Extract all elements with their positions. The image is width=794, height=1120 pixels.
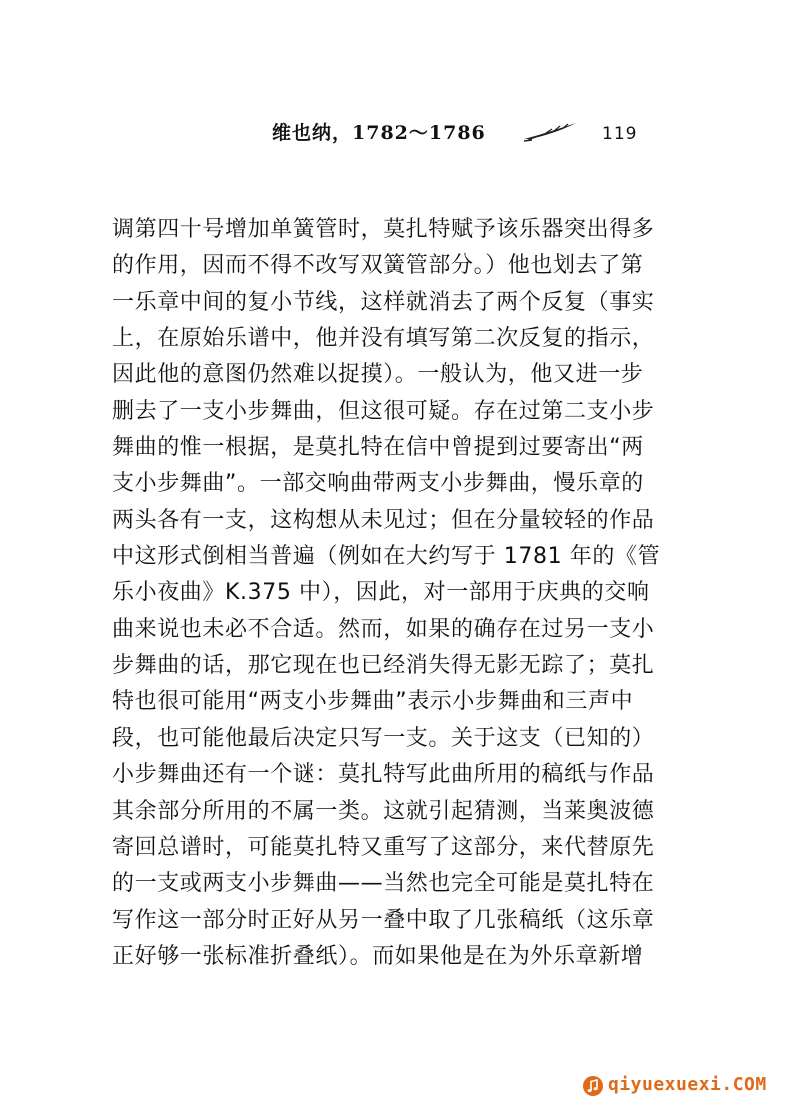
text-line: 曲来说也未必不合适。然而，如果的确存在过另一支小	[112, 616, 655, 642]
text-line: 两头各有一支，这构想从未见过；但在分量较轻的作品	[112, 507, 655, 533]
music-note-icon	[582, 1075, 604, 1097]
text-line: 调第四十号增加单簧管时，莫扎特赋予该乐器突出得多	[112, 217, 655, 242]
text-line: 乐小夜曲》K.375 中），因此，对一部用于庆典的交响	[112, 580, 650, 606]
running-header	[272, 118, 652, 154]
text-line: 其余部分所用的不属一类。这就引起猜测，当莱奥波德	[112, 798, 655, 824]
text-line: 步舞曲的话，那它现在也已经消失得无影无踪了；莫扎	[112, 653, 655, 679]
text-line: 写作这一部分时正好从另一叠中取了几张稿纸（这乐章	[112, 907, 655, 933]
text-line: 因此他的意图仍然难以捉摸）。一般认为，他又进一步	[112, 362, 644, 388]
text-line: 正好够一张标准折叠纸）。而如果他是在为外乐章新增	[112, 943, 644, 969]
text-line: 的作用，因而不得不改写双簧管部分。）他也划去了第	[112, 253, 644, 279]
watermark-text: qiyuexuexi.COM	[608, 1074, 767, 1095]
text-line: 舞曲的惟一根据，是莫扎特在信中曾提到过要寄出“两	[112, 435, 644, 461]
quill-pen-icon	[522, 120, 578, 144]
text-line: 特也很可能用“两支小步舞曲”表示小步舞曲和三声中	[112, 689, 634, 715]
text-line: 删去了一支小步舞曲，但这很可疑。存在过第二支小步	[112, 398, 655, 424]
page-number: 119	[602, 124, 638, 144]
text-line: 上，在原始乐谱中，他并没有填写第二次反复的指示，	[112, 326, 655, 352]
body-text	[112, 212, 672, 975]
site-watermark	[582, 1072, 782, 1102]
chapter-title: 维也纳，1782～1786	[272, 122, 486, 144]
text-line: 的一支或两支小步舞曲——当然也完全可能是莫扎特在	[112, 871, 655, 897]
text-line: 中这形式倒相当普遍（例如在大约写于 1781 年的《管	[112, 544, 661, 570]
text-line: 支小步舞曲”。一部交响曲带两支小步舞曲，慢乐章的	[112, 471, 644, 497]
text-line: 段，也可能他最后决定只写一支。关于这支（已知的）	[112, 725, 655, 751]
text-line: 寄回总谱时，可能莫扎特又重写了这部分，来代替原先	[112, 834, 655, 860]
text-line: 一乐章中间的复小节线，这样就消去了两个反复（事实	[112, 289, 655, 315]
text-line: 小步舞曲还有一个谜：莫扎特写此曲所用的稿纸与作品	[112, 762, 655, 788]
